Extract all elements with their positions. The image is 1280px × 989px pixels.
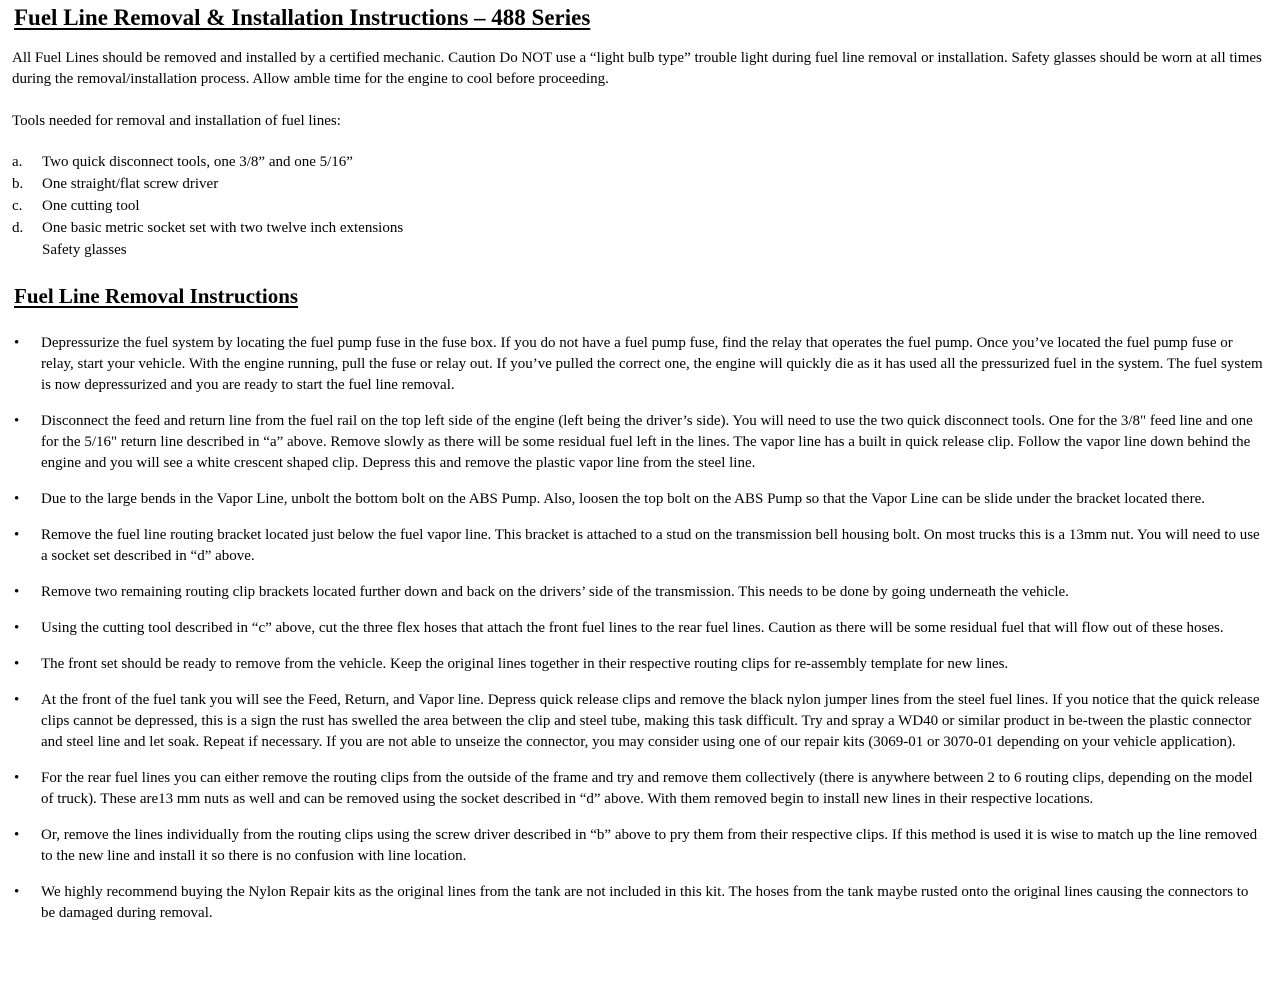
bullet-icon: • xyxy=(14,413,20,429)
step-item xyxy=(12,411,1266,474)
tool-text-continuation: Safety glasses xyxy=(42,242,127,258)
step-item xyxy=(12,690,1266,753)
tools-heading: Tools needed for removal and installation of fuel lines: xyxy=(12,113,341,129)
step-item xyxy=(12,618,1266,639)
step-text: Using the cutting tool described in “c” above, cut the three flex hoses that attach the front fuel lines to the rear fuel lines. Caution as there will be some residual fuel that will flow out of these hoses. xyxy=(41,620,1224,636)
bullet-icon: • xyxy=(14,620,20,636)
bullet-icon: • xyxy=(14,884,20,900)
step-item xyxy=(12,654,1266,675)
page-title: Fuel Line Removal & Installation Instructions – 488 Series xyxy=(14,5,591,30)
bullet-icon: • xyxy=(14,770,20,786)
step-text: We highly recommend buying the Nylon Repair kits as the original lines from the tank are not included in this kit. The hoses from the tank maybe rusted onto the original lines causing the connectors to be damaged during removal. xyxy=(41,884,1249,921)
section-heading: Fuel Line Removal Instructions xyxy=(14,284,299,308)
step-text: For the rear fuel lines you can either remove the routing clips from the outside of the frame and try and remove them collectively (there is anywhere between 2 to 6 routing clips, depending on the model of truck). These are13 mm nuts as well and can be removed using the socket described in “d” above. With them removed begin to install new lines in their respective locations. xyxy=(41,770,1253,807)
step-text: Or, remove the lines individually from the routing clips using the screw driver described in “b” above to pry them from their respective clips. If this method is used it is wise to match up the line removed to the new line and install it so there is no confusion with line location. xyxy=(41,827,1258,864)
step-item xyxy=(12,582,1266,603)
tool-item xyxy=(12,195,1266,217)
tool-marker: b. xyxy=(12,176,24,192)
step-item xyxy=(12,882,1266,924)
tool-text: One cutting tool xyxy=(42,198,140,214)
intro-paragraph: All Fuel Lines should be removed and installed by a certified mechanic. Caution Do NOT use a “light bulb type” trouble light during fuel line removal or installation. Safety glasses should be worn at all times during the removal/installation process. Allow amble time for the engine to cool before proceeding. xyxy=(12,50,1262,87)
tool-item xyxy=(12,151,1266,173)
tool-text: One basic metric socket set with two twelve inch extensions xyxy=(42,220,404,236)
bullet-icon: • xyxy=(14,491,20,507)
step-text: Depressurize the fuel system by locating the fuel pump fuse in the fuse box. If you do not have a fuel pump fuse, find the relay that operates the fuel pump. Once you’ve located the fuel pump fuse or relay, start your vehicle. With the engine running, pull the fuse or relay out. If you’ve pulled the correct one, the engine will quickly die as it has used all the pressurized fuel in the system. The fuel system is now depressurized and you are ready to start the fuel line removal. xyxy=(41,335,1263,393)
steps-list xyxy=(12,333,1266,924)
step-text: Disconnect the feed and return line from the fuel rail on the top left side of the engine (left being the driver’s side). You will need to use the two quick disconnect tools. One for the 3/8" feed line and one for the 5/16" return line described in “a” above. Remove slowly as there will be some residual fuel left in the lines. The vapor line has a built in quick release clip. Follow the vapor line down behind the engine and you will see a white crescent shaped clip. Depress this and remove the plastic vapor line from the steel line. xyxy=(41,413,1253,471)
step-item xyxy=(12,825,1266,867)
bullet-icon: • xyxy=(14,827,20,843)
tool-text: Two quick disconnect tools, one 3/8” and one 5/16” xyxy=(42,154,353,170)
step-item xyxy=(12,489,1266,510)
tool-item xyxy=(12,173,1266,195)
step-item xyxy=(12,525,1266,567)
tool-marker: d. xyxy=(12,220,24,236)
step-item xyxy=(12,768,1266,810)
bullet-icon: • xyxy=(14,656,20,672)
tool-text: One straight/flat screw driver xyxy=(42,176,219,192)
step-text: Remove two remaining routing clip brackets located further down and back on the drivers’ side of the transmission. This needs to be done by going underneath the vehicle. xyxy=(41,584,1069,600)
step-text: The front set should be ready to remove from the vehicle. Keep the original lines together in their respective routing clips for re-assembly template for new lines. xyxy=(41,656,1009,672)
bullet-icon: • xyxy=(14,584,20,600)
tool-marker: c. xyxy=(12,198,23,214)
step-item xyxy=(12,333,1266,396)
step-text: At the front of the fuel tank you will see the Feed, Return, and Vapor line. Depress quick release clips and remove the black nylon jumper lines from the steel fuel lines. If you notice that the quick release clips cannot be depressed, this is a sign the rust has swelled the area between the clip and steel tube, making this task difficult. Try and spray a WD40 or similar product in be-tween the plastic connector and steel line and let soak. Repeat if necessary. If you are not able to unseize the connector, you may consider using one of our repair kits (3069-01 or 3070-01 depending on your vehicle application). xyxy=(41,692,1260,750)
tool-marker: a. xyxy=(12,154,23,170)
step-text: Due to the large bends in the Vapor Line, unbolt the bottom bolt on the ABS Pump. Also, loosen the top bolt on the ABS Pump so that the Vapor Line can be slide under the bracket located there. xyxy=(41,491,1205,507)
tools-list xyxy=(12,151,1266,261)
bullet-icon: • xyxy=(14,692,20,708)
bullet-icon: • xyxy=(14,527,20,543)
step-text: Remove the fuel line routing bracket located just below the fuel vapor line. This bracket is attached to a stud on the transmission bell housing bolt. On most trucks this is a 13mm nut. You will need to use a socket set described in “d” above. xyxy=(41,527,1260,564)
tool-item xyxy=(12,217,1266,239)
bullet-icon: • xyxy=(14,335,20,351)
